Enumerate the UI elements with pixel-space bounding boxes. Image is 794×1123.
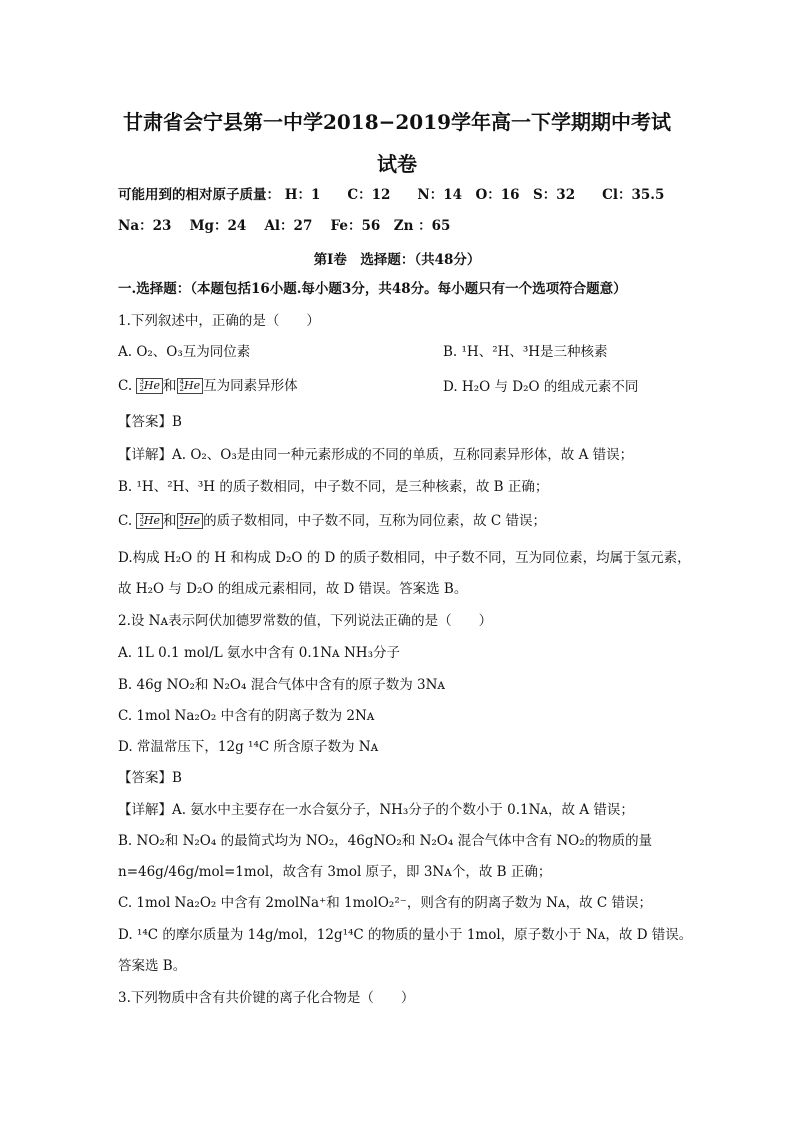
q1-detail-1: 【详解】A. O₂、O₃是由同一种元素形成的不同的单质，互称同素异形体，故 A 错误； [118, 447, 634, 463]
exam-title-line2: 试卷 [377, 152, 417, 176]
q2-detail-1: 【详解】A. 氨水中主要存在一水合氨分子，NH₃分子的个数小于 0.1Nᴀ，故 A 错误； [118, 802, 634, 818]
q2-detail-4: C. 1mol Na₂O₂ 中含有 2molNa⁺和 1molO₂²⁻，则含有的阴离子数为 Nᴀ，故 C 错误； [118, 895, 653, 911]
q1-option-c [118, 377, 298, 395]
q2-detail-6: 答案选 B。 [118, 958, 187, 974]
he4-mass-detail: 4 [179, 512, 184, 521]
q2-option-b: B. 46g NO₂和 N₂O₄ 混合气体中含有的原子数为 3Nᴀ [118, 677, 446, 693]
atomic-masses-line2: Na：23 Mg：24 Al：27 Fe：56 Zn ：65 [118, 218, 451, 234]
exam-title-line1: 甘肃省会宁县第一中学2018−2019学年高一下学期期中考试 [122, 110, 672, 134]
section-heading: 第Ⅰ卷 选择题：（共48分） [313, 252, 481, 268]
he3-mass-detail: 3 [139, 512, 144, 521]
q1-stem: 1.下列叙述中，正确的是（ ） [118, 313, 320, 329]
q1-detail-3-suffix: 的质子数相同，中子数不同，互称为同位素，故 C 错误； [203, 513, 547, 529]
q2-detail-5: D. ¹⁴C 的摩尔质量为 14g/mol，12g¹⁴C 的物质的量小于 1mol，原子数小于 Nᴀ，故 D 错误。 [118, 927, 693, 943]
q2-detail-2: B. NO₂和 N₂O₄ 的最简式均为 NO₂，46gNO₂和 N₂O₄ 混合气体中含有 NO₂的物质的量 [118, 833, 653, 849]
q1-option-a: A. O₂、O₃互为同位素 [118, 344, 251, 360]
he3-isotope-box [136, 378, 163, 394]
he4-num: 2 [179, 384, 184, 393]
he4-isotope-box [177, 378, 204, 394]
q2-option-d: D. 常温常压下，12g ¹⁴C 所含原子数为 Nᴀ [118, 739, 379, 755]
he4-isotope-box-detail [177, 513, 204, 529]
q2-option-a: A. 1L 0.1 mol/L 氨水中含有 0.1Nᴀ NH₃分子 [118, 645, 400, 661]
q1-option-d: D. H₂O 与 D₂O 的组成元素不同 [443, 379, 639, 395]
he3-num: 2 [139, 384, 144, 393]
section-instruction: 一.选择题：（本题包括16小题.每小题3分，共48分。每小题只有一个选项符合题意） [118, 281, 627, 297]
q1-option-c-prefix: C. [118, 378, 137, 394]
q1-detail-4: D.构成 H₂O 的 H 和构成 D₂O 的 D 的质子数相同，中子数不同，互为同位素，均属于氢元素， [118, 550, 691, 566]
q2-answer: 【答案】B [118, 770, 182, 786]
he3-symbol-detail: He [143, 513, 161, 527]
he3-num-detail: 2 [139, 519, 144, 528]
q1-detail-3-prefix: C. [118, 513, 137, 529]
he3-mass: 3 [139, 377, 144, 386]
q1-detail-3 [118, 512, 546, 530]
he3-symbol: He [143, 378, 161, 392]
he4-num-detail: 2 [179, 519, 184, 528]
q1-detail-3-join: 和 [163, 513, 177, 529]
q1-option-c-join: 和 [163, 378, 177, 394]
q1-option-b: B. ¹H、²H、³H是三种核素 [443, 344, 608, 360]
he3-isotope-box-detail [136, 513, 163, 529]
q3-stem: 3.下列物质中含有共价键的离子化合物是（ ） [118, 990, 415, 1006]
q1-detail-5: 故 H₂O 与 D₂O 的组成元素相同，故 D 错误。答案选 B。 [118, 581, 468, 597]
q1-answer: 【答案】B [118, 414, 182, 430]
he4-mass: 4 [179, 377, 184, 386]
he4-symbol-detail: He [183, 513, 201, 527]
q1-detail-2: B. ¹H、²H、³H 的质子数相同，中子数不同，是三种核素，故 B 正确； [118, 479, 549, 495]
he4-symbol: He [183, 378, 201, 392]
q1-option-c-suffix: 互为同素异形体 [203, 378, 298, 394]
q2-detail-3: n=46g/46g/mol=1mol，故含有 3mol 原子，即 3Nᴀ个，故 B 正确； [118, 864, 552, 880]
q2-stem: 2.设 Nᴀ表示阿伏加德罗常数的值，下列说法正确的是（ ） [118, 613, 493, 629]
q2-option-c: C. 1mol Na₂O₂ 中含有的阴离子数为 2Nᴀ [118, 708, 375, 724]
atomic-masses-line1: 可能用到的相对原子质量： H：1 C：12 N：14 O：16 S：32 Cl：35.5 [118, 187, 665, 203]
